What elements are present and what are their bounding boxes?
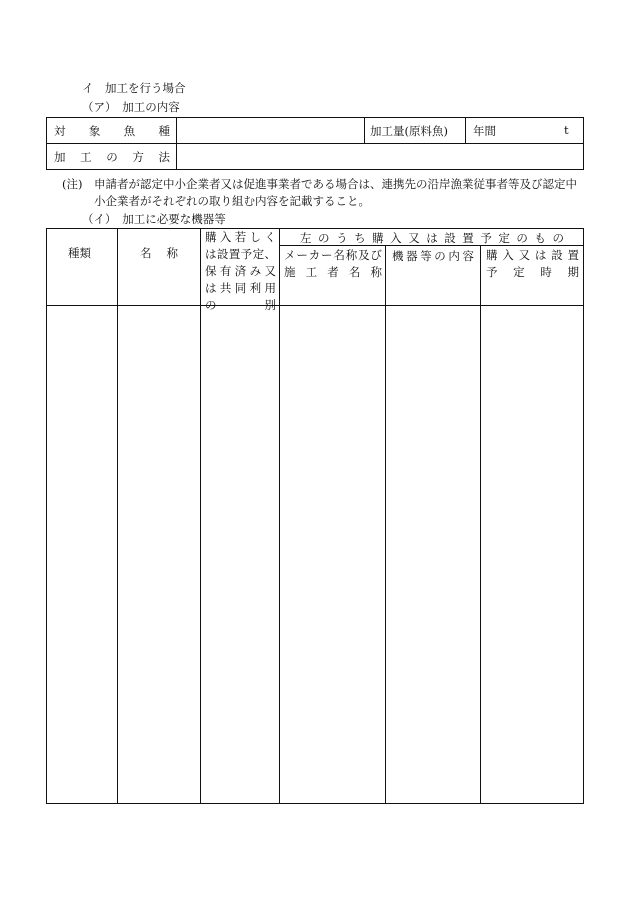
method-field[interactable] <box>185 147 577 165</box>
col-divider <box>385 245 386 804</box>
col-content-header: 機 器 等 の 内 容 <box>392 249 474 263</box>
amount-label: 加工量(原料魚) <box>370 124 448 138</box>
status-cell[interactable] <box>202 307 278 802</box>
name-cell[interactable] <box>119 307 199 802</box>
note-line-1: 申請者が認定中小企業者又は促進事業者である場合は、連携先の沿岸漁業従事者等及び認定中 <box>94 177 577 191</box>
col-divider <box>465 117 466 143</box>
col-schedule-header: 購 入 又 は 設 置 予 定 時 期 <box>486 248 579 279</box>
col-status-header: 購 入 若 し く は 設 置 予 定 、 保 有 済 み 又 は 共 同 利 用 の 別 <box>205 230 276 312</box>
col-divider <box>117 228 118 804</box>
heading-b: （イ） 加工に必要な機器等 <box>82 212 226 226</box>
schedule-cell[interactable] <box>482 307 582 802</box>
col-divider <box>200 228 201 804</box>
col-divider <box>364 117 365 143</box>
species-field[interactable] <box>185 121 357 139</box>
content-cell[interactable] <box>387 307 479 802</box>
col-kind-header: 種類 <box>68 246 91 260</box>
col-group-header: 左 の う ち 購 入 又 は 設 置 予 定 の も の <box>300 231 564 245</box>
col-divider <box>480 245 481 804</box>
annual-label: 年間 <box>473 124 496 138</box>
col-name-header: 名 称 <box>140 246 178 260</box>
unit-label: t <box>564 123 569 137</box>
col-divider <box>176 117 177 170</box>
heading-i: イ 加工を行う場合 <box>82 81 186 95</box>
note-mark: (注) <box>62 177 83 191</box>
col-maker-header: メ ー カ ー 名 称 及 び 施 工 者 名 称 <box>284 248 382 279</box>
note-line-2: 小企業者がそれぞれの取り組む内容を記載すること。 <box>94 194 370 208</box>
row-divider <box>46 143 584 144</box>
annual-amount-field[interactable] <box>490 121 558 139</box>
species-label: 対 象 魚 種 <box>54 124 170 138</box>
col-divider <box>279 228 280 804</box>
maker-cell[interactable] <box>281 307 384 802</box>
method-label: 加 工 の 方 法 <box>54 150 170 164</box>
heading-a: （ア） 加工の内容 <box>82 100 180 114</box>
header-divider <box>46 305 584 306</box>
kind-cell[interactable] <box>48 307 116 802</box>
